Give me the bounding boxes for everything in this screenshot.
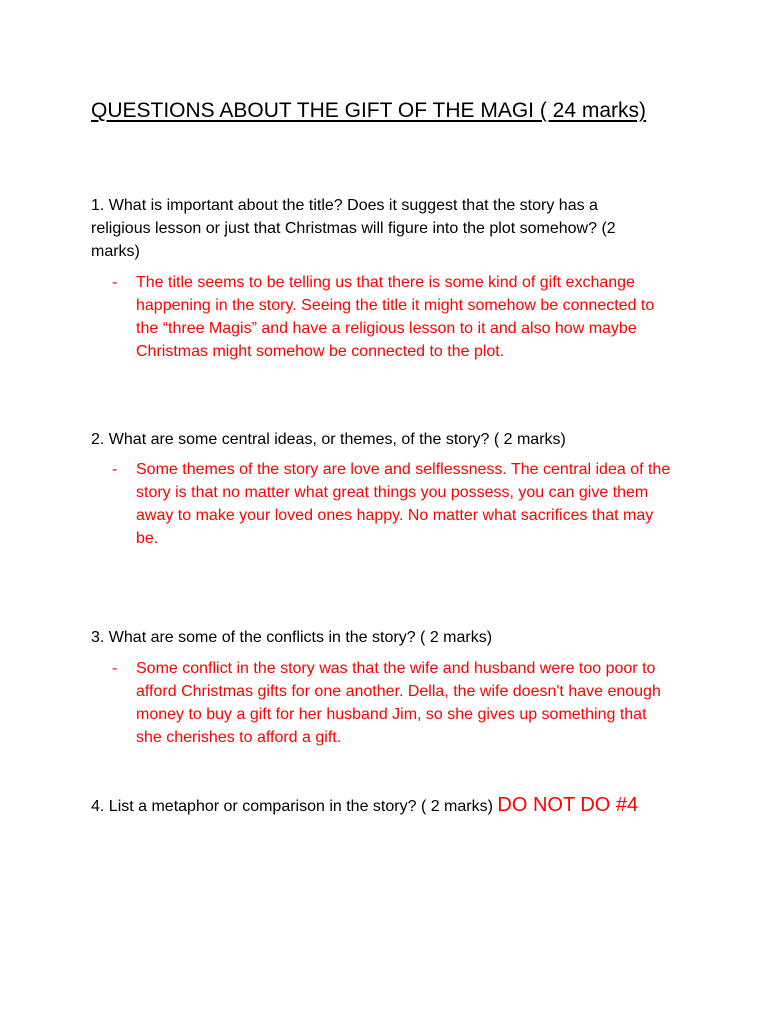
document-title: QUESTIONS ABOUT THE GIFT OF THE MAGI ( 24 marks): [91, 99, 647, 122]
answer-1: [112, 271, 672, 363]
answer-2: [112, 458, 672, 550]
question-2: 2. What are some central ideas, or themes, of the story? ( 2 marks): [91, 431, 566, 448]
question-3: 3. What are some of the conflicts in the story? ( 2 marks): [91, 629, 493, 646]
answer-bullet: -: [112, 461, 118, 478]
question-4-note: DO NOT DO #4: [497, 794, 639, 816]
answer-bullet: -: [112, 660, 118, 677]
answer-3: [112, 657, 672, 749]
answer-bullet: -: [112, 274, 118, 291]
question-4: [91, 792, 651, 822]
question-4-prompt: 4. List a metaphor or comparison in the story? ( 2 marks): [91, 798, 493, 815]
question-1: 1. What is important about the title? Does it suggest that the story has a religious lesson or just that Christmas will figure into the plot somehow? (2 marks): [91, 197, 616, 260]
answer-2-text: Some themes of the story are love and selflessness. The central idea of the story is that no matter what great things you possess, you can give them away to make your loved ones happy. No matter what sacrifices that may be.: [136, 461, 671, 547]
answer-1-text: The title seems to be telling us that there is some kind of gift exchange happening in the story. Seeing the title it might somehow be connected to the “three Magis” and have a religious lesson to it and also how maybe Christmas might somehow be connected to the plot.: [136, 274, 655, 360]
answer-3-text: Some conflict in the story was that the wife and husband were too poor to afford Christmas gifts for one another. Della, the wife doesn't have enough money to buy a gift for her husband Jim, so she gives up something that she cherishes to afford a gift.: [136, 660, 661, 746]
